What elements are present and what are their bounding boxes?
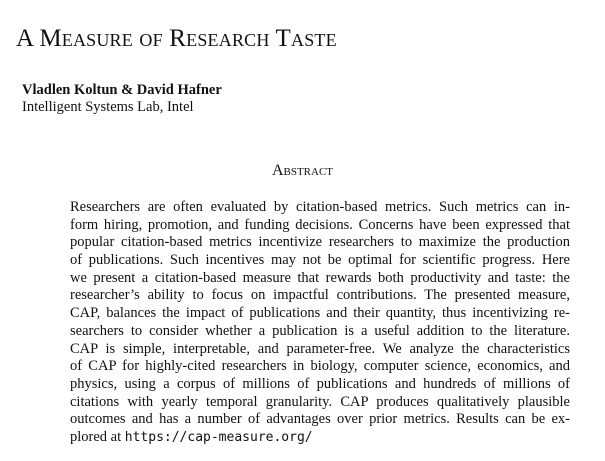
abstract-line: form hiring, promotion, and funding decisions. Concerns have been expressed that (70, 216, 570, 233)
abstract-line: researcher’s ability to focus on impactful contributions. The presented measure, (70, 287, 570, 304)
abstract-line: we present a citation-based measure that rewards both productivity and taste: the (70, 269, 570, 286)
paper-authors: Vladlen Koltun & David Hafner (22, 82, 222, 98)
abstract-final-line (70, 429, 570, 447)
abstract-line: Researchers are often evaluated by citation-based metrics. Such metrics can in- (70, 199, 570, 215)
abstract-line: searchers to consider whether a publication is a useful addition to the literature. (70, 322, 570, 339)
abstract-line: of CAP for highly-cited researchers in biology, computer science, economics, and (70, 358, 570, 375)
paper-affiliation: Intelligent Systems Lab, Intel (22, 99, 194, 115)
abstract-line: popular citation-based metrics incentivize researchers to maximize the production (70, 234, 570, 251)
project-url-link[interactable]: https://cap-measure.org/ (124, 429, 313, 445)
abstract-line: outcomes and has a number of advantages over prior metrics. Results can be ex- (70, 411, 570, 428)
abstract-final-text: plored at (70, 428, 125, 445)
abstract-line: of publications. Such incentives may not be optimal for scientific progress. Here (70, 252, 570, 269)
abstract-line: CAP is simple, interpretable, and parameter-free. We analyze the characteristics (70, 340, 570, 357)
abstract-line: physics, using a corpus of millions of publications and hundreds of millions of (70, 375, 570, 392)
abstract-heading: Abstract (271, 162, 334, 179)
abstract-line: citations with yearly temporal granularity. CAP produces qualitatively plausible (70, 393, 570, 410)
paper-title: A Measure of Research Taste (16, 25, 337, 52)
abstract-body (70, 199, 570, 447)
abstract-line: CAP, balances the impact of publications and their quantity, thus incentivizing re- (70, 305, 570, 322)
